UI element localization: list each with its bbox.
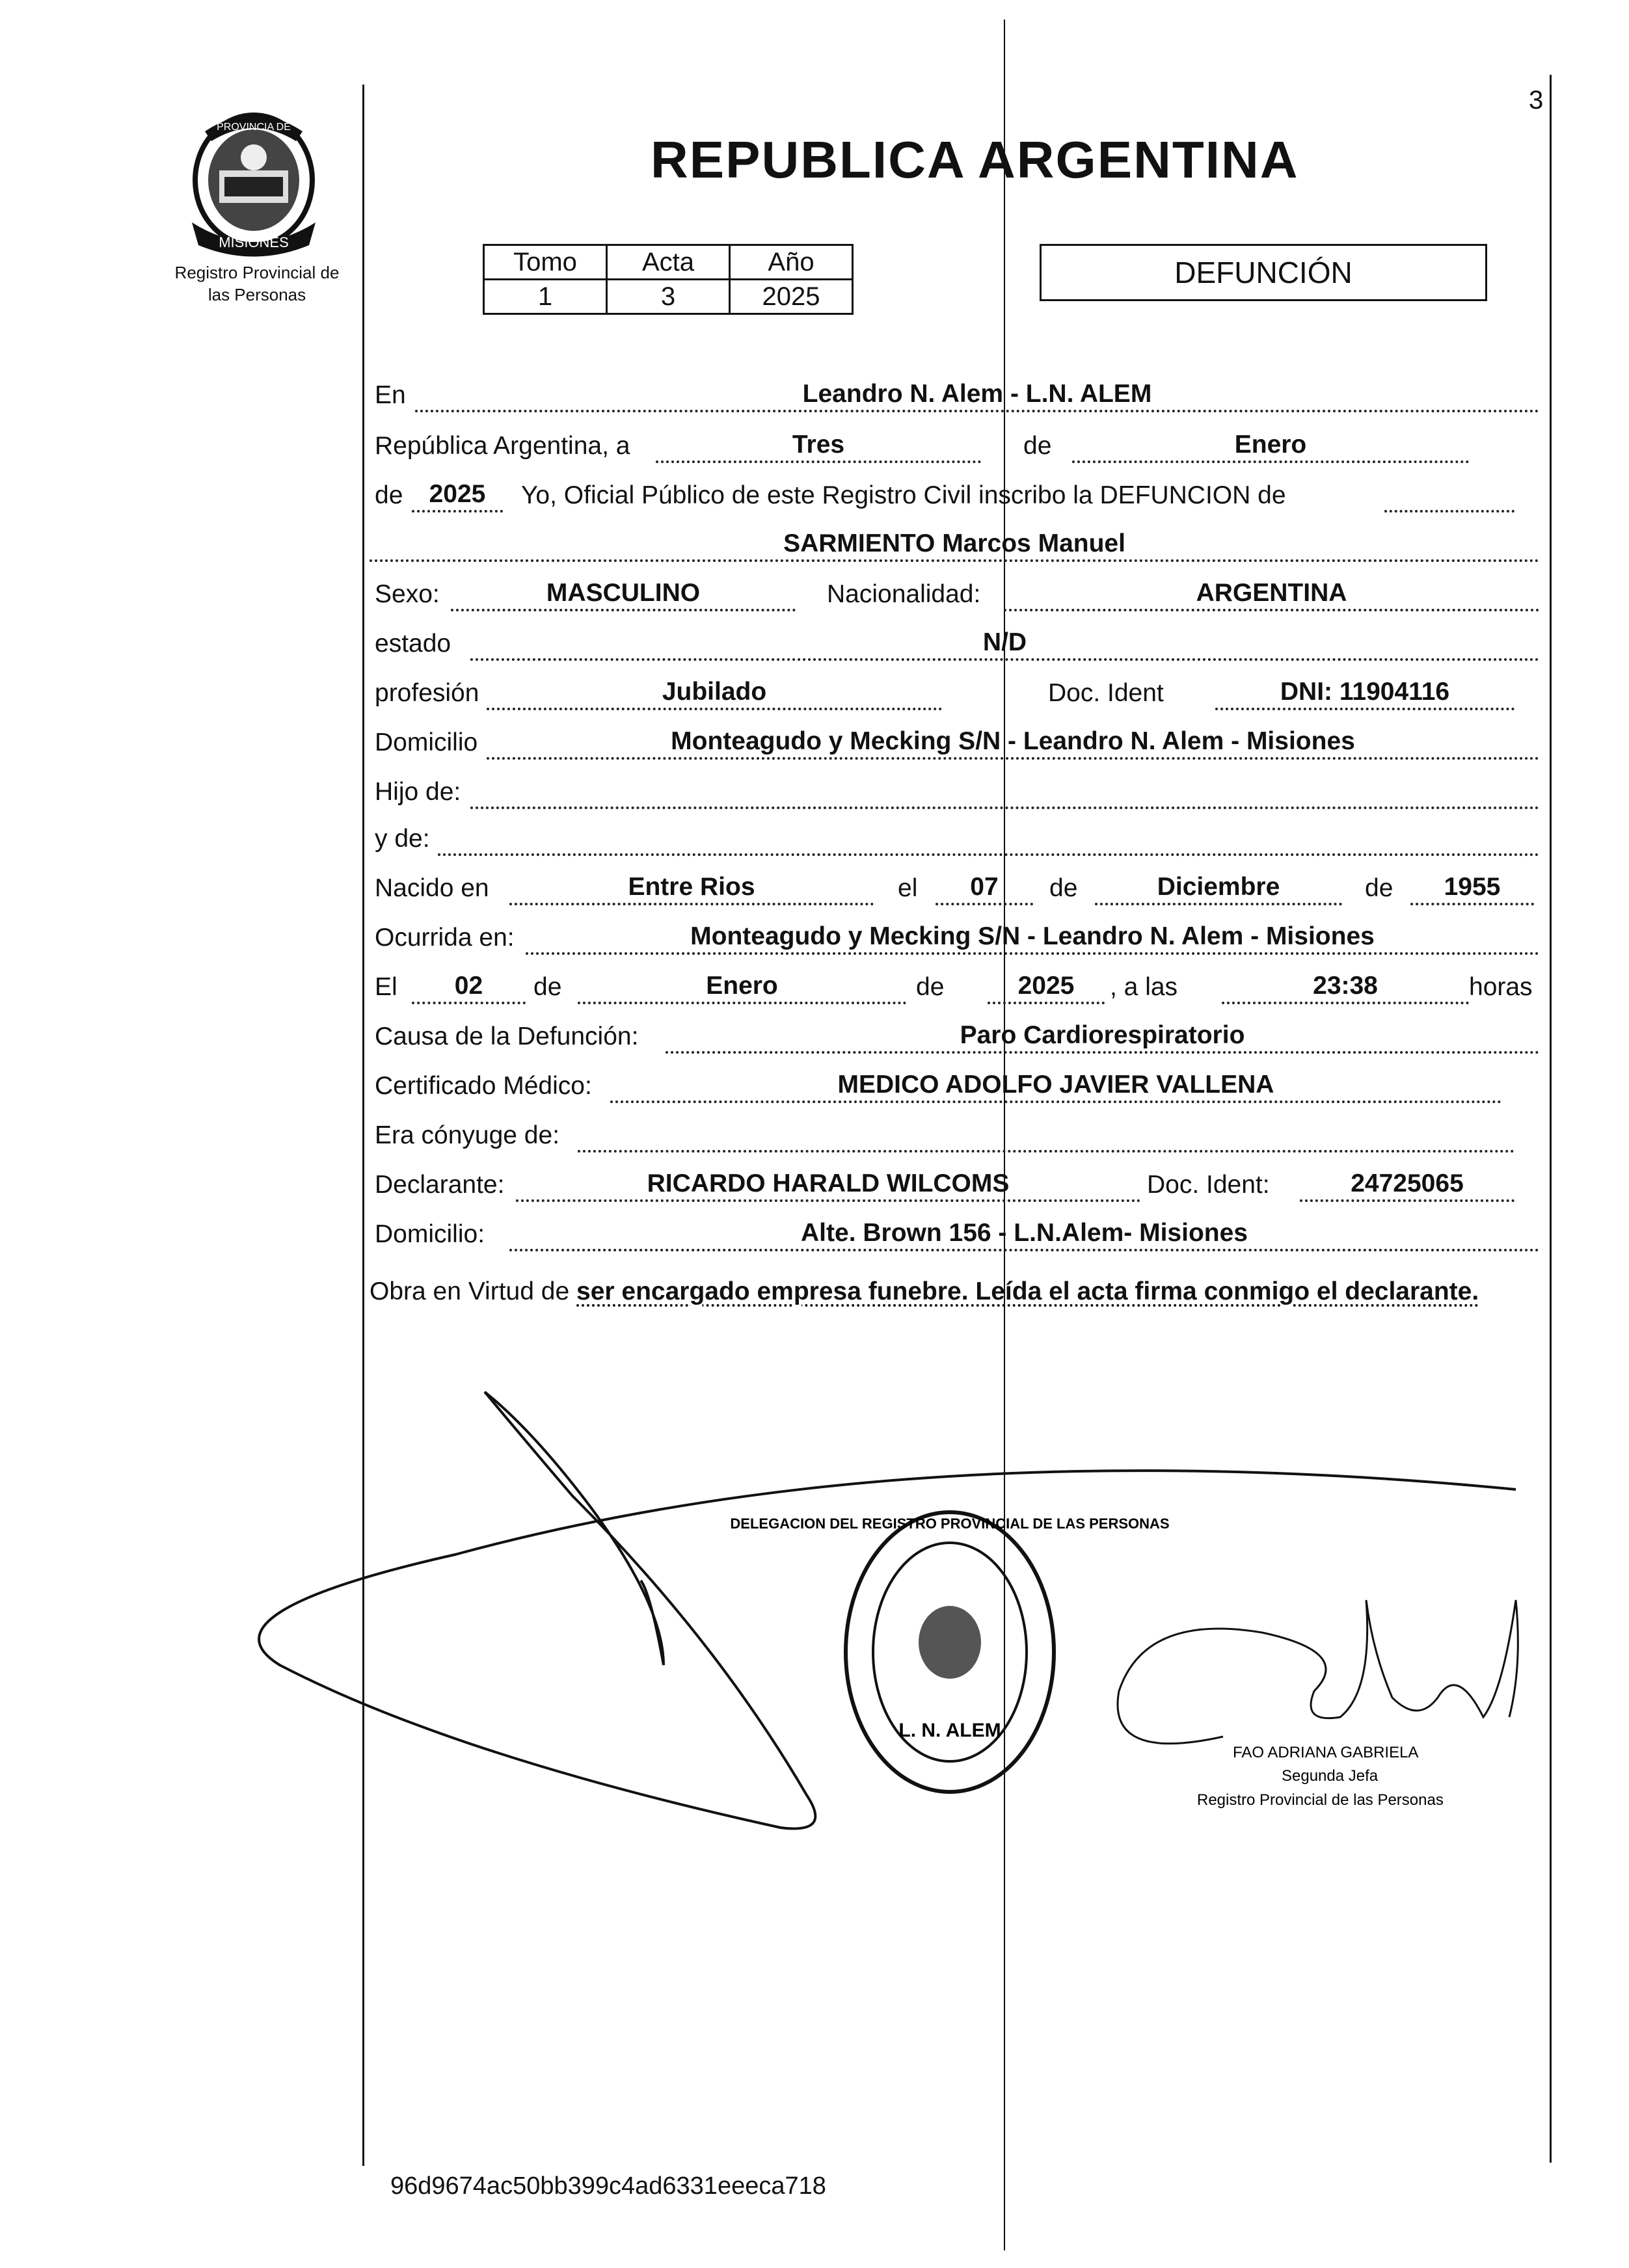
doc-value: 24725065 (1300, 1168, 1515, 1202)
declarante-value: RICARDO HARALD WILCOMS (516, 1168, 1140, 1202)
profesion-value: Jubilado (487, 676, 942, 710)
delegation-stamp-icon (730, 1502, 1170, 1802)
obra-label: Obra en Virtud de (370, 1277, 570, 1305)
de-label: de (533, 973, 562, 1001)
rep-label: República Argentina, a (375, 432, 630, 460)
official-signature (1118, 1600, 1518, 1744)
tomo-value: 1 (484, 280, 607, 314)
stamp-outer-text: DELEGACION DEL REGISTRO PROVINCIAL DE LAS PERSONAS (730, 1515, 1170, 1532)
doc-label: Doc. Ident (1048, 679, 1164, 707)
declarante-label: Declarante: (375, 1171, 505, 1199)
en-label: En (375, 381, 406, 409)
estado-value: N/D (470, 627, 1539, 661)
nacido-label: Nacido en (375, 874, 489, 902)
alas-label: , a las (1110, 973, 1178, 1001)
page-number: 3 (1529, 86, 1544, 114)
el-label: El (375, 973, 397, 1001)
acta-header: Acta (607, 245, 730, 280)
country-title: REPUBLICA ARGENTINA (651, 131, 1299, 189)
dia-value: Tres (656, 429, 981, 463)
sexo-label: Sexo: (375, 580, 440, 608)
tomo-header: Tomo (484, 245, 607, 280)
nac-mes-value: Diciembre (1095, 872, 1342, 905)
yde-label: y de: (375, 825, 430, 853)
oficial-text: Yo, Oficial Público de este Registro Civil inscribo la DEFUNCION de (521, 481, 1286, 509)
document-hash: 96d9674ac50bb399c4ad6331eeeca718 (390, 2172, 826, 2200)
document-type: DEFUNCIÓN (1040, 244, 1487, 301)
certificado-value: MEDICO ADOLFO JAVIER VALLENA (610, 1069, 1501, 1103)
de-label: de (1049, 874, 1078, 902)
horas-label: horas (1469, 973, 1533, 1001)
doc-label: Doc. Ident: (1147, 1171, 1270, 1199)
nac-anio-value: 1955 (1410, 872, 1534, 905)
domicilio-label: Domicilio: (375, 1220, 485, 1248)
ocurrida-value: Monteagudo y Mecking S/N - Leandro N. Alem - Misiones (526, 921, 1539, 955)
hijo-label: Hijo de: (375, 778, 461, 806)
nac-dia-value: 07 (936, 872, 1033, 905)
causa-value: Paro Cardiorespiratorio (666, 1020, 1539, 1054)
de-label: de (916, 973, 945, 1001)
estado-label: estado (375, 630, 451, 658)
ocurrida-label: Ocurrida en: (375, 924, 515, 952)
nacionalidad-label: Nacionalidad: (827, 580, 981, 608)
de-label: de (1365, 874, 1393, 902)
conyuge-label: Era cónyuge de: (375, 1121, 560, 1149)
anio-value: 2025 (730, 280, 853, 314)
anio-value: 2025 (412, 479, 503, 513)
hora-value: 23:38 (1222, 970, 1469, 1004)
causa-label: Causa de la Defunción: (375, 1022, 639, 1050)
stamp-inner-text: L. N. ALEM (898, 1720, 1001, 1741)
muerte-mes-value: Enero (578, 970, 906, 1004)
muerte-anio-value: 2025 (988, 970, 1105, 1004)
domicilio-value: Alte. Brown 156 - L.N.Alem- Misiones (509, 1218, 1539, 1251)
certificado-label: Certificado Médico: (375, 1072, 592, 1100)
acta-value: 3 (607, 280, 730, 314)
nombre-value: SARMIENTO Marcos Manuel (370, 528, 1539, 562)
nacido-value: Entre Rios (509, 872, 874, 905)
official-office: Registro Provincial de las Personas (1197, 1791, 1444, 1809)
domicilio-value: Monteagudo y Mecking S/N - Leandro N. Alem - Misiones (487, 726, 1539, 760)
doc-value: DNI: 11904116 (1215, 676, 1515, 710)
anio-header: Año (730, 245, 853, 280)
muerte-dia-value: 02 (412, 970, 526, 1004)
obra-value: ser encargado empresa funebre. Leída el acta firma conmigo el declarante. (576, 1277, 1479, 1305)
domicilio-label: Domicilio (375, 728, 478, 756)
nacionalidad-value: ARGENTINA (1004, 578, 1539, 611)
mes-value: Enero (1072, 429, 1469, 463)
official-role: Segunda Jefa (1282, 1767, 1379, 1785)
registry-name: Registro Provincial de las Personas (174, 263, 340, 304)
logo-text-bottom: MISIONES (219, 234, 289, 250)
en-value: Leandro N. Alem - L.N. ALEM (415, 379, 1539, 412)
de-label: de (375, 481, 403, 509)
logo-text-top: PROVINCIA DE (217, 122, 291, 133)
el-label: el (898, 874, 918, 902)
profesion-label: profesión (375, 679, 479, 707)
official-name: FAO ADRIANA GABRIELA (1233, 1744, 1419, 1761)
de-label: de (1023, 432, 1052, 460)
sexo-value: MASCULINO (451, 578, 796, 611)
